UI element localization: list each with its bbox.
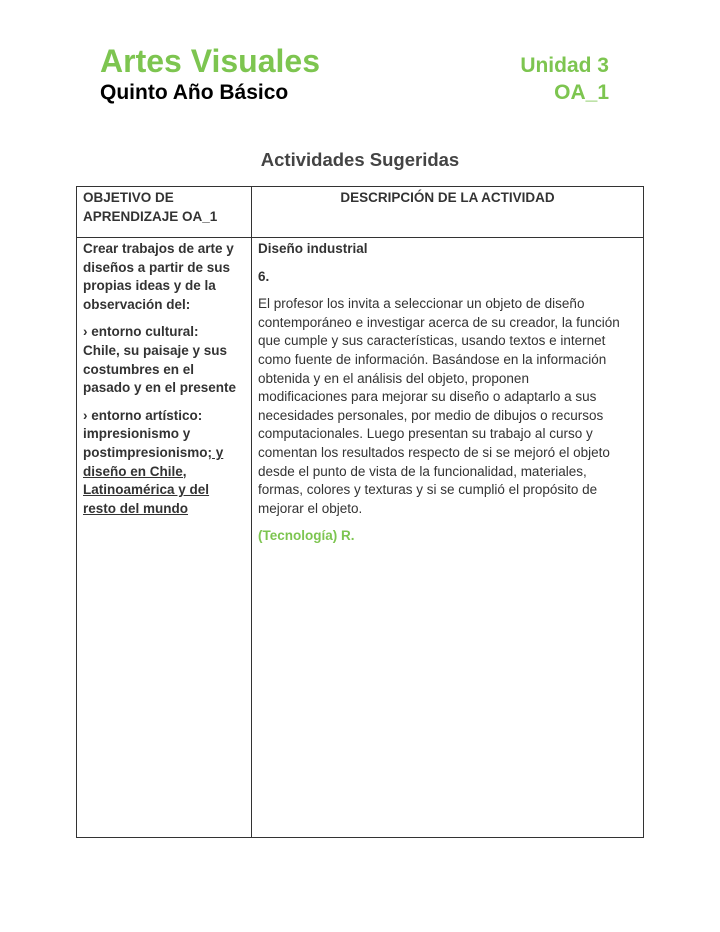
underlined-text: diseño en Chile, xyxy=(83,463,187,479)
activity-title: Diseño industrial xyxy=(258,241,368,256)
table-header-row xyxy=(77,187,644,238)
subject-title: Artes Visuales xyxy=(100,43,320,79)
text-line: impresionismo y xyxy=(83,426,191,442)
header-line: OBJETIVO DE xyxy=(83,190,174,205)
text-line: Chile, su paisaje y sus xyxy=(83,342,228,358)
text-line: que cumple y sus características, usando textos e internet xyxy=(258,333,606,349)
text-line: desde el punto de vista de la funcionalidad, materiales, xyxy=(258,463,587,479)
text-line: contemporáneo e investigar acerca de su creador, la función xyxy=(258,314,620,330)
text-span: postimpresionismo xyxy=(83,444,208,460)
underlined-text: resto del mundo xyxy=(83,500,189,516)
text-line: diseños a partir de sus xyxy=(83,259,231,275)
text-line: obtenida y en el análisis del objeto, proponen xyxy=(258,370,529,386)
text-line: computacionales. Luego presentan su trabajo al curso y xyxy=(258,426,593,442)
activity-cell xyxy=(252,238,644,838)
activity-body xyxy=(258,295,637,518)
grade-subtitle: Quinto Año Básico xyxy=(100,81,289,104)
text-line: costumbres en el xyxy=(83,361,195,377)
description-header: DESCRIPCIÓN DE LA ACTIVIDAD xyxy=(252,187,644,238)
text-line: propias ideas y de la xyxy=(83,278,216,294)
text-line: Crear trabajos de arte y xyxy=(83,241,234,256)
text-line: formas, colores y texturas y si se cumplió el propósito de xyxy=(258,482,598,498)
text-line: mejorar el objeto. xyxy=(258,500,363,516)
objective-cell xyxy=(77,238,252,838)
underlined-text: Latinoamérica y del xyxy=(83,482,210,498)
text-line: › entorno artístico: xyxy=(83,407,203,423)
text-line: modificaciones para mejorar su diseño o adaptarlo a sus xyxy=(258,389,597,405)
table-row xyxy=(77,238,644,838)
activity-tag: (Tecnología) R. xyxy=(258,528,355,544)
objective-cultural xyxy=(83,323,245,397)
text-line: › entorno cultural: xyxy=(83,324,199,340)
text-line: El profesor los invita a seleccionar un objeto de diseño xyxy=(258,296,585,312)
text-line: comentan los resultados respecto de si se mejoró el objeto xyxy=(258,444,610,460)
section-title: Actividades Sugeridas xyxy=(260,149,460,170)
oa-code: OA_1 xyxy=(554,81,609,104)
objective-intro xyxy=(83,240,245,314)
underlined-text: ; y xyxy=(207,444,224,460)
text-line: como fuente de información. Basándose en la información xyxy=(258,351,607,367)
activity-number: 6. xyxy=(258,268,270,284)
unit-label xyxy=(520,52,609,106)
text-line: necesidades personales, por medio de dibujos o recursos xyxy=(258,407,604,423)
text-line: pasado y en el presente xyxy=(83,380,237,396)
objective-header xyxy=(77,187,252,238)
unit-number: Unidad 3 xyxy=(520,54,609,77)
objective-artistic xyxy=(83,407,245,519)
header-line: APRENDIZAJE OA_1 xyxy=(83,208,218,224)
text-line xyxy=(83,444,245,463)
text-line: observación del: xyxy=(83,296,191,312)
activities-table xyxy=(76,186,644,838)
